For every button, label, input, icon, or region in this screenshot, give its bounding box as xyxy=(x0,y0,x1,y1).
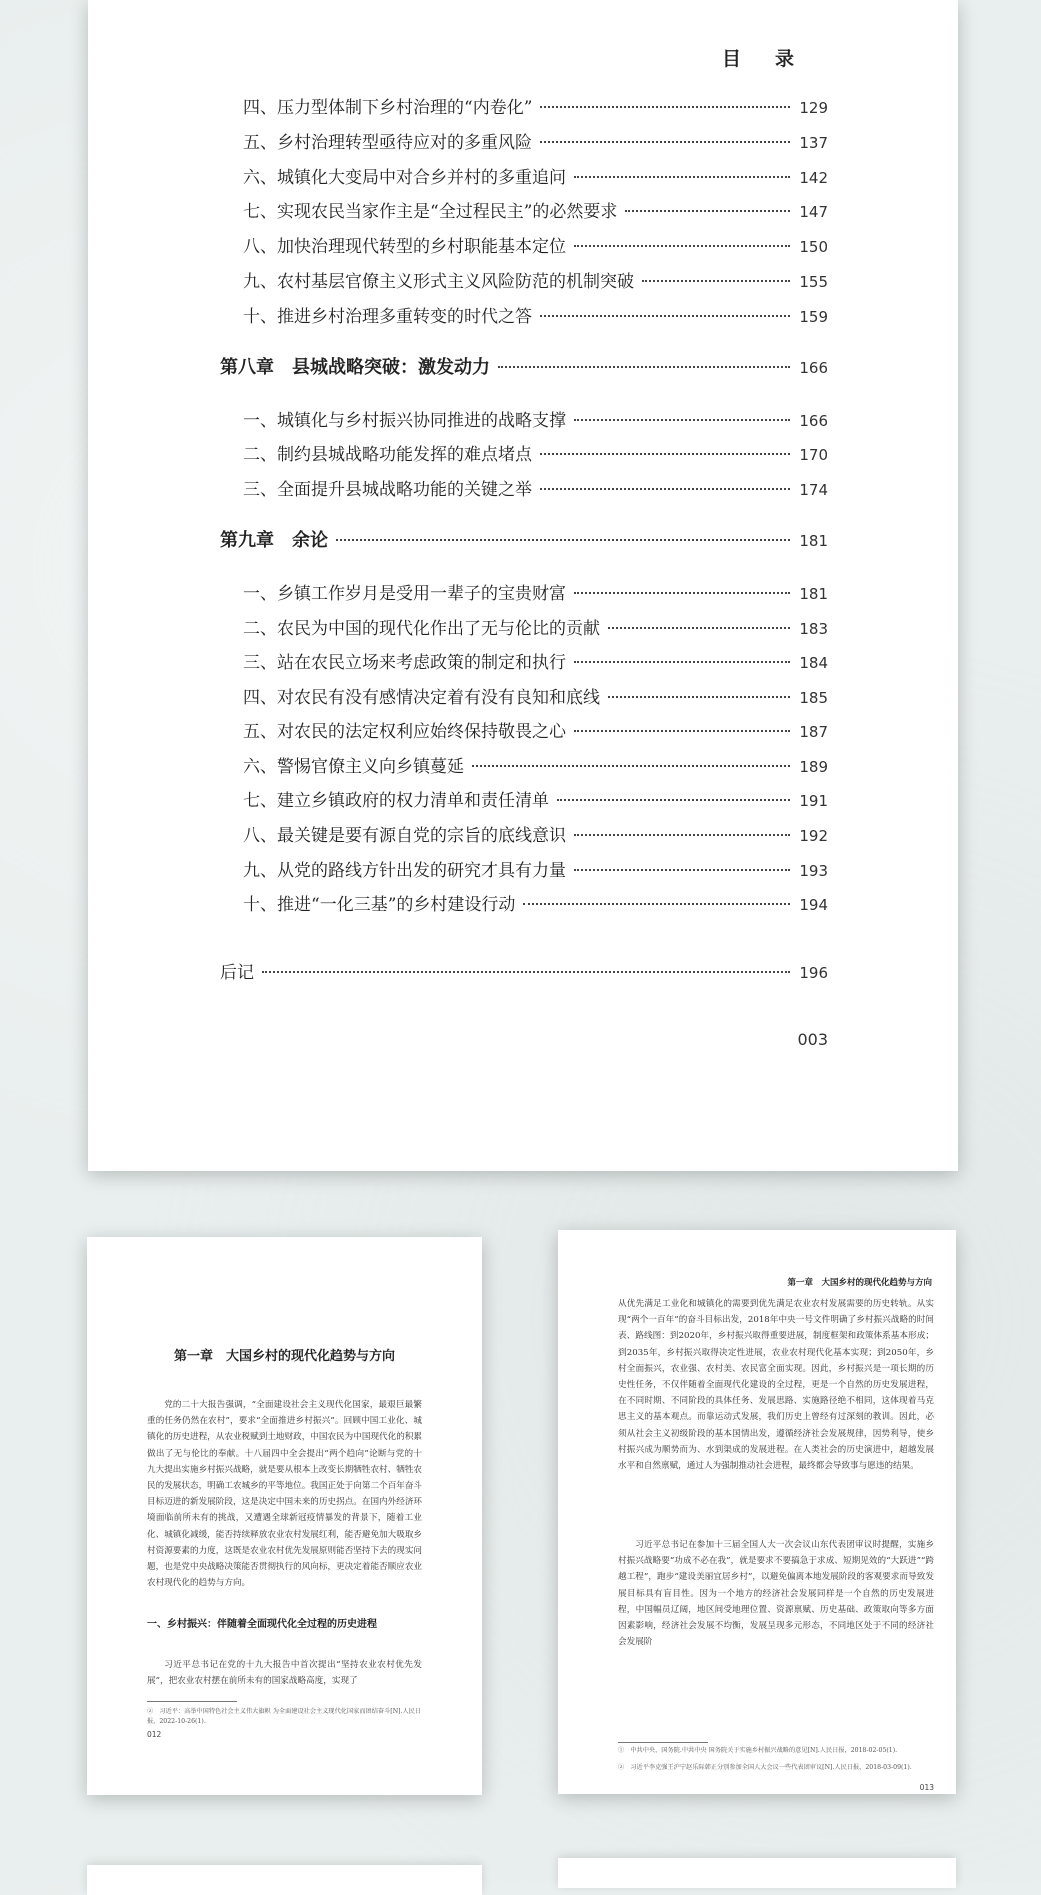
toc-leader-dots xyxy=(540,488,790,490)
toc-entry-page: 191 xyxy=(799,792,828,810)
toc-entry-title: 一、乡镇工作岁月是受用一辈子的宝贵财富 xyxy=(243,584,566,604)
toc-entry-page: 166 xyxy=(799,359,828,377)
toc-entry xyxy=(220,356,828,380)
toc-entry-title: 三、站在农民立场来考虑政策的制定和执行 xyxy=(243,653,566,673)
toc-entry-title: 七、建立乡镇政府的权力清单和责任清单 xyxy=(243,791,549,811)
toc-entry xyxy=(243,409,828,433)
toc-entry xyxy=(220,961,828,985)
toc-leader-dots xyxy=(523,903,790,905)
toc-entry xyxy=(243,859,828,883)
toc-page xyxy=(88,0,958,1171)
toc-entry-page: 155 xyxy=(799,273,828,291)
toc-entry xyxy=(243,824,828,848)
toc-entry-page: 181 xyxy=(799,585,828,603)
toc-entry-page: 196 xyxy=(799,964,828,982)
toc-leader-dots xyxy=(608,627,790,629)
page-013 xyxy=(558,1230,956,1794)
toc-entry xyxy=(243,789,828,813)
toc-leader-dots xyxy=(642,280,790,282)
toc-entry-title: 一、城镇化与乡村振兴协同推进的战略支撑 xyxy=(243,411,566,431)
toc-entry-title: 八、加快治理现代转型的乡村职能基本定位 xyxy=(243,237,566,257)
toc-entry-page: 129 xyxy=(799,99,828,117)
toc-entry-title: 十、推进乡村治理多重转变的时代之答 xyxy=(243,307,532,327)
toc-entry xyxy=(243,617,828,641)
toc-entry xyxy=(243,582,828,606)
toc-entry-page: 170 xyxy=(799,446,828,464)
toc-entry xyxy=(243,235,828,259)
toc-entry-title: 七、实现农民当家作主是“全过程民主”的必然要求 xyxy=(243,202,618,222)
toc-entry-title: 第九章 余论 xyxy=(220,530,328,551)
toc-leader-dots xyxy=(262,971,790,973)
toc-entry xyxy=(243,305,828,329)
toc-leader-dots xyxy=(498,366,790,368)
body-paragraph: 习近平总书记在党的十九大报告中首次提出“坚持农业农村优先发展”，把农业农村摆在前所未有的国家战略高度，实现了 xyxy=(147,1660,422,1687)
toc-leader-dots xyxy=(574,730,790,732)
toc-entry-title: 后记 xyxy=(220,963,254,983)
toc-entry-title: 四、对农民有没有感情决定着有没有良知和底线 xyxy=(243,688,600,708)
toc-entry-title: 八、最关键是要有源自党的宗旨的底线意识 xyxy=(243,826,566,846)
footnote-1: ① 中共中央、国务院.中共中央 国务院关于实施乡村振兴战略的意见[N].人民日报，2018-02-05(1). xyxy=(618,1747,898,1754)
page-number: 012 xyxy=(147,1730,162,1739)
toc-leader-dots xyxy=(574,176,790,178)
toc-leader-dots xyxy=(574,592,790,594)
toc-leader-dots xyxy=(472,765,790,767)
toc-entry-title: 六、城镇化大变局中对合乡并村的多重追问 xyxy=(243,168,566,188)
running-head: 第一章 大国乡村的现代化趋势与方向 xyxy=(787,1278,932,1288)
next-page-stub-right xyxy=(558,1858,956,1888)
toc-leader-dots xyxy=(574,419,790,421)
toc-entry-page: 193 xyxy=(799,862,828,880)
toc-entry-page: 189 xyxy=(799,758,828,776)
intro-paragraph: 党的二十大报告强调，“全面建设社会主义现代化国家，最艰巨最繁重的任务仍然在农村”，要求“全面推进乡村振兴”。回顾中国工业化、城镇化的历史进程，从农业税赋到土地财政，中国农民为中国现代化的积累做出了无与伦比的奉献。十八届四中全会提出“两个趋向”论断与党的十九大提出实施乡村振兴战略，就是要从根本上改变长期牺牲农村、牺牲农民的发展状态，明确工农城乡的平等地位。我国正处于向第二个百年奋斗目标迈进的新发展阶段，这是决定中国未来的历史拐点。在国内外经济环境面临前所未有的挑战，又遭遇全球新冠疫情暴发的背景下，随着工业化、城镇化减缓，能否持续释放农业农村发展红利，能否避免加大吸取乡村资源要素的力度，这既是农业农村优先发展原则能否坚持下去的现实问题，也是党中央战略决策能否贯彻执行的风向标，更决定着能否顺应农业农村现代化的趋势与方向。 xyxy=(147,1400,423,1589)
toc-entry xyxy=(243,478,828,502)
page-012 xyxy=(87,1237,482,1795)
toc-leader-dots xyxy=(574,869,790,871)
toc-entry xyxy=(243,755,828,779)
toc-entry-page: 183 xyxy=(799,620,828,638)
footnote: ② 习近平：高举中国特色社会主义伟大旗帜 为全面建设社会主义现代化国家而团结奋斗[N].人民日报，2022-10-26(1). xyxy=(147,1708,422,1725)
toc-entry-page: 159 xyxy=(799,308,828,326)
next-page-stub-left xyxy=(87,1865,482,1895)
toc-entry xyxy=(243,166,828,190)
toc-leader-dots xyxy=(557,799,790,801)
toc-entry xyxy=(220,529,828,553)
toc-page-number: 003 xyxy=(797,1030,828,1049)
toc-entry-page: 181 xyxy=(799,532,828,550)
toc-entry xyxy=(243,720,828,744)
toc-entry-page: 137 xyxy=(799,134,828,152)
section-heading: 一、乡村振兴：伴随着全面现代化全过程的历史进程 xyxy=(147,1619,377,1630)
toc-entry-page: 174 xyxy=(799,481,828,499)
toc-leader-dots xyxy=(336,539,790,541)
toc-leader-dots xyxy=(540,106,790,108)
toc-entry-title: 九、从党的路线方针出发的研究才具有力量 xyxy=(243,861,566,881)
toc-entry-page: 192 xyxy=(799,827,828,845)
toc-entry-page: 166 xyxy=(799,412,828,430)
toc-entry xyxy=(243,270,828,294)
toc-entry-title: 二、制约县城战略功能发挥的难点堵点 xyxy=(243,445,532,465)
body-paragraph-1: 从优先满足工业化和城镇化的需要到优先满足农业农村发展需要的历史转轨。从实现“两个一百年”的奋斗目标出发，2018年中央一号文件明确了乡村振兴战略的时间表、路线图：到2020年，乡村振兴取得重要进展，制度框架和政策体系基本形成；到2035年，乡村振兴取得决定性进展，农业农村现代化基本实现；到2050年，乡村全面振兴，农业强、农村美、农民富全面实现。因此，乡村振兴是一项长期的历史性任务，不仅伴随着全面现代化建设的全过程，更是一个自然的历史发展进程，在不同时期、不同阶段的具体任务、发展思路、实施路径绝不相同，这体现着马克思主义的基本观点。而靠运动式发展，我们历史上曾经有过深刻的教训。因此，必须从社会主义初级阶段的基本国情出发，遵循经济社会发展规律，因势利导，使乡村振兴成为顺势而为、水到渠成的发展进程。在人类社会的历史演进中，超越发展水平和自然禀赋，通过人为强制推动社会进程，最终都会导致事与愿违的结果。 xyxy=(618,1299,934,1472)
toc-leader-dots xyxy=(574,661,790,663)
body-paragraph-2: 习近平总书记在参加十三届全国人大一次会议山东代表团审议时提醒，实施乡村振兴战略要“功成不必在我”，就是要求不要搞急于求成、短期见效的“大跃进”“跨越工程”，跑步“建设美丽宜居乡村”，以避免偏离本地发展阶段的客观要求而导致发展目标具有盲目性。因为一个地方的经济社会发展同样是一个自然的历史发展进程，中国幅员辽阔，地区间受地理位置、资源禀赋、历史基础、政策取向等多方面因素影响，经济社会发展不均衡，发展呈现多元形态，不同地区处于不同的经济社会发展阶 xyxy=(618,1540,934,1648)
chapter-title: 第一章 大国乡村的现代化趋势与方向 xyxy=(173,1349,395,1364)
toc-entry-title: 第八章 县城战略突破：激发动力 xyxy=(220,357,490,378)
toc-entry xyxy=(243,686,828,710)
toc-entry-title: 三、全面提升县城战略功能的关键之举 xyxy=(243,480,532,500)
toc-header: 目录 xyxy=(721,48,828,70)
toc-entry xyxy=(243,893,828,917)
toc-leader-dots xyxy=(540,141,790,143)
toc-entry-title: 五、对农民的法定权利应始终保持敬畏之心 xyxy=(243,722,566,742)
toc-entry-page: 185 xyxy=(799,689,828,707)
toc-entry xyxy=(243,96,828,120)
toc-entry-page: 142 xyxy=(799,169,828,187)
toc-entry-title: 四、压力型体制下乡村治理的“内卷化” xyxy=(243,98,533,118)
toc-entry-page: 147 xyxy=(799,203,828,221)
toc-entry-page: 184 xyxy=(799,654,828,672)
page-number: 013 xyxy=(919,1783,934,1792)
toc-leader-dots xyxy=(574,245,790,247)
footnote-2: ② 习近平李克强王沪宁赵乐际韩正分别参加全国人大会议一些代表团审议[N].人民日报，2018-03-09(1). xyxy=(618,1764,912,1771)
toc-entry-title: 二、农民为中国的现代化作出了无与伦比的贡献 xyxy=(243,619,600,639)
toc-entry-title: 九、农村基层官僚主义形式主义风险防范的机制突破 xyxy=(243,272,634,292)
toc-leader-dots xyxy=(540,315,790,317)
toc-entry-title: 十、推进“一化三基”的乡村建设行动 xyxy=(243,895,516,915)
toc-entry-page: 150 xyxy=(799,238,828,256)
footnote-rule xyxy=(147,1701,237,1702)
toc-entry xyxy=(243,200,828,224)
toc-leader-dots xyxy=(540,453,790,455)
toc-entry xyxy=(243,131,828,155)
footnote-rule xyxy=(618,1742,708,1743)
toc-entry-title: 六、警惕官僚主义向乡镇蔓延 xyxy=(243,757,464,777)
toc-entry-page: 187 xyxy=(799,723,828,741)
toc-entry-page: 194 xyxy=(799,896,828,914)
toc-leader-dots xyxy=(608,696,790,698)
toc-entry xyxy=(243,651,828,675)
toc-entry xyxy=(243,443,828,467)
toc-entry-title: 五、乡村治理转型亟待应对的多重风险 xyxy=(243,133,532,153)
toc-leader-dots xyxy=(625,210,790,212)
toc-leader-dots xyxy=(574,834,790,836)
